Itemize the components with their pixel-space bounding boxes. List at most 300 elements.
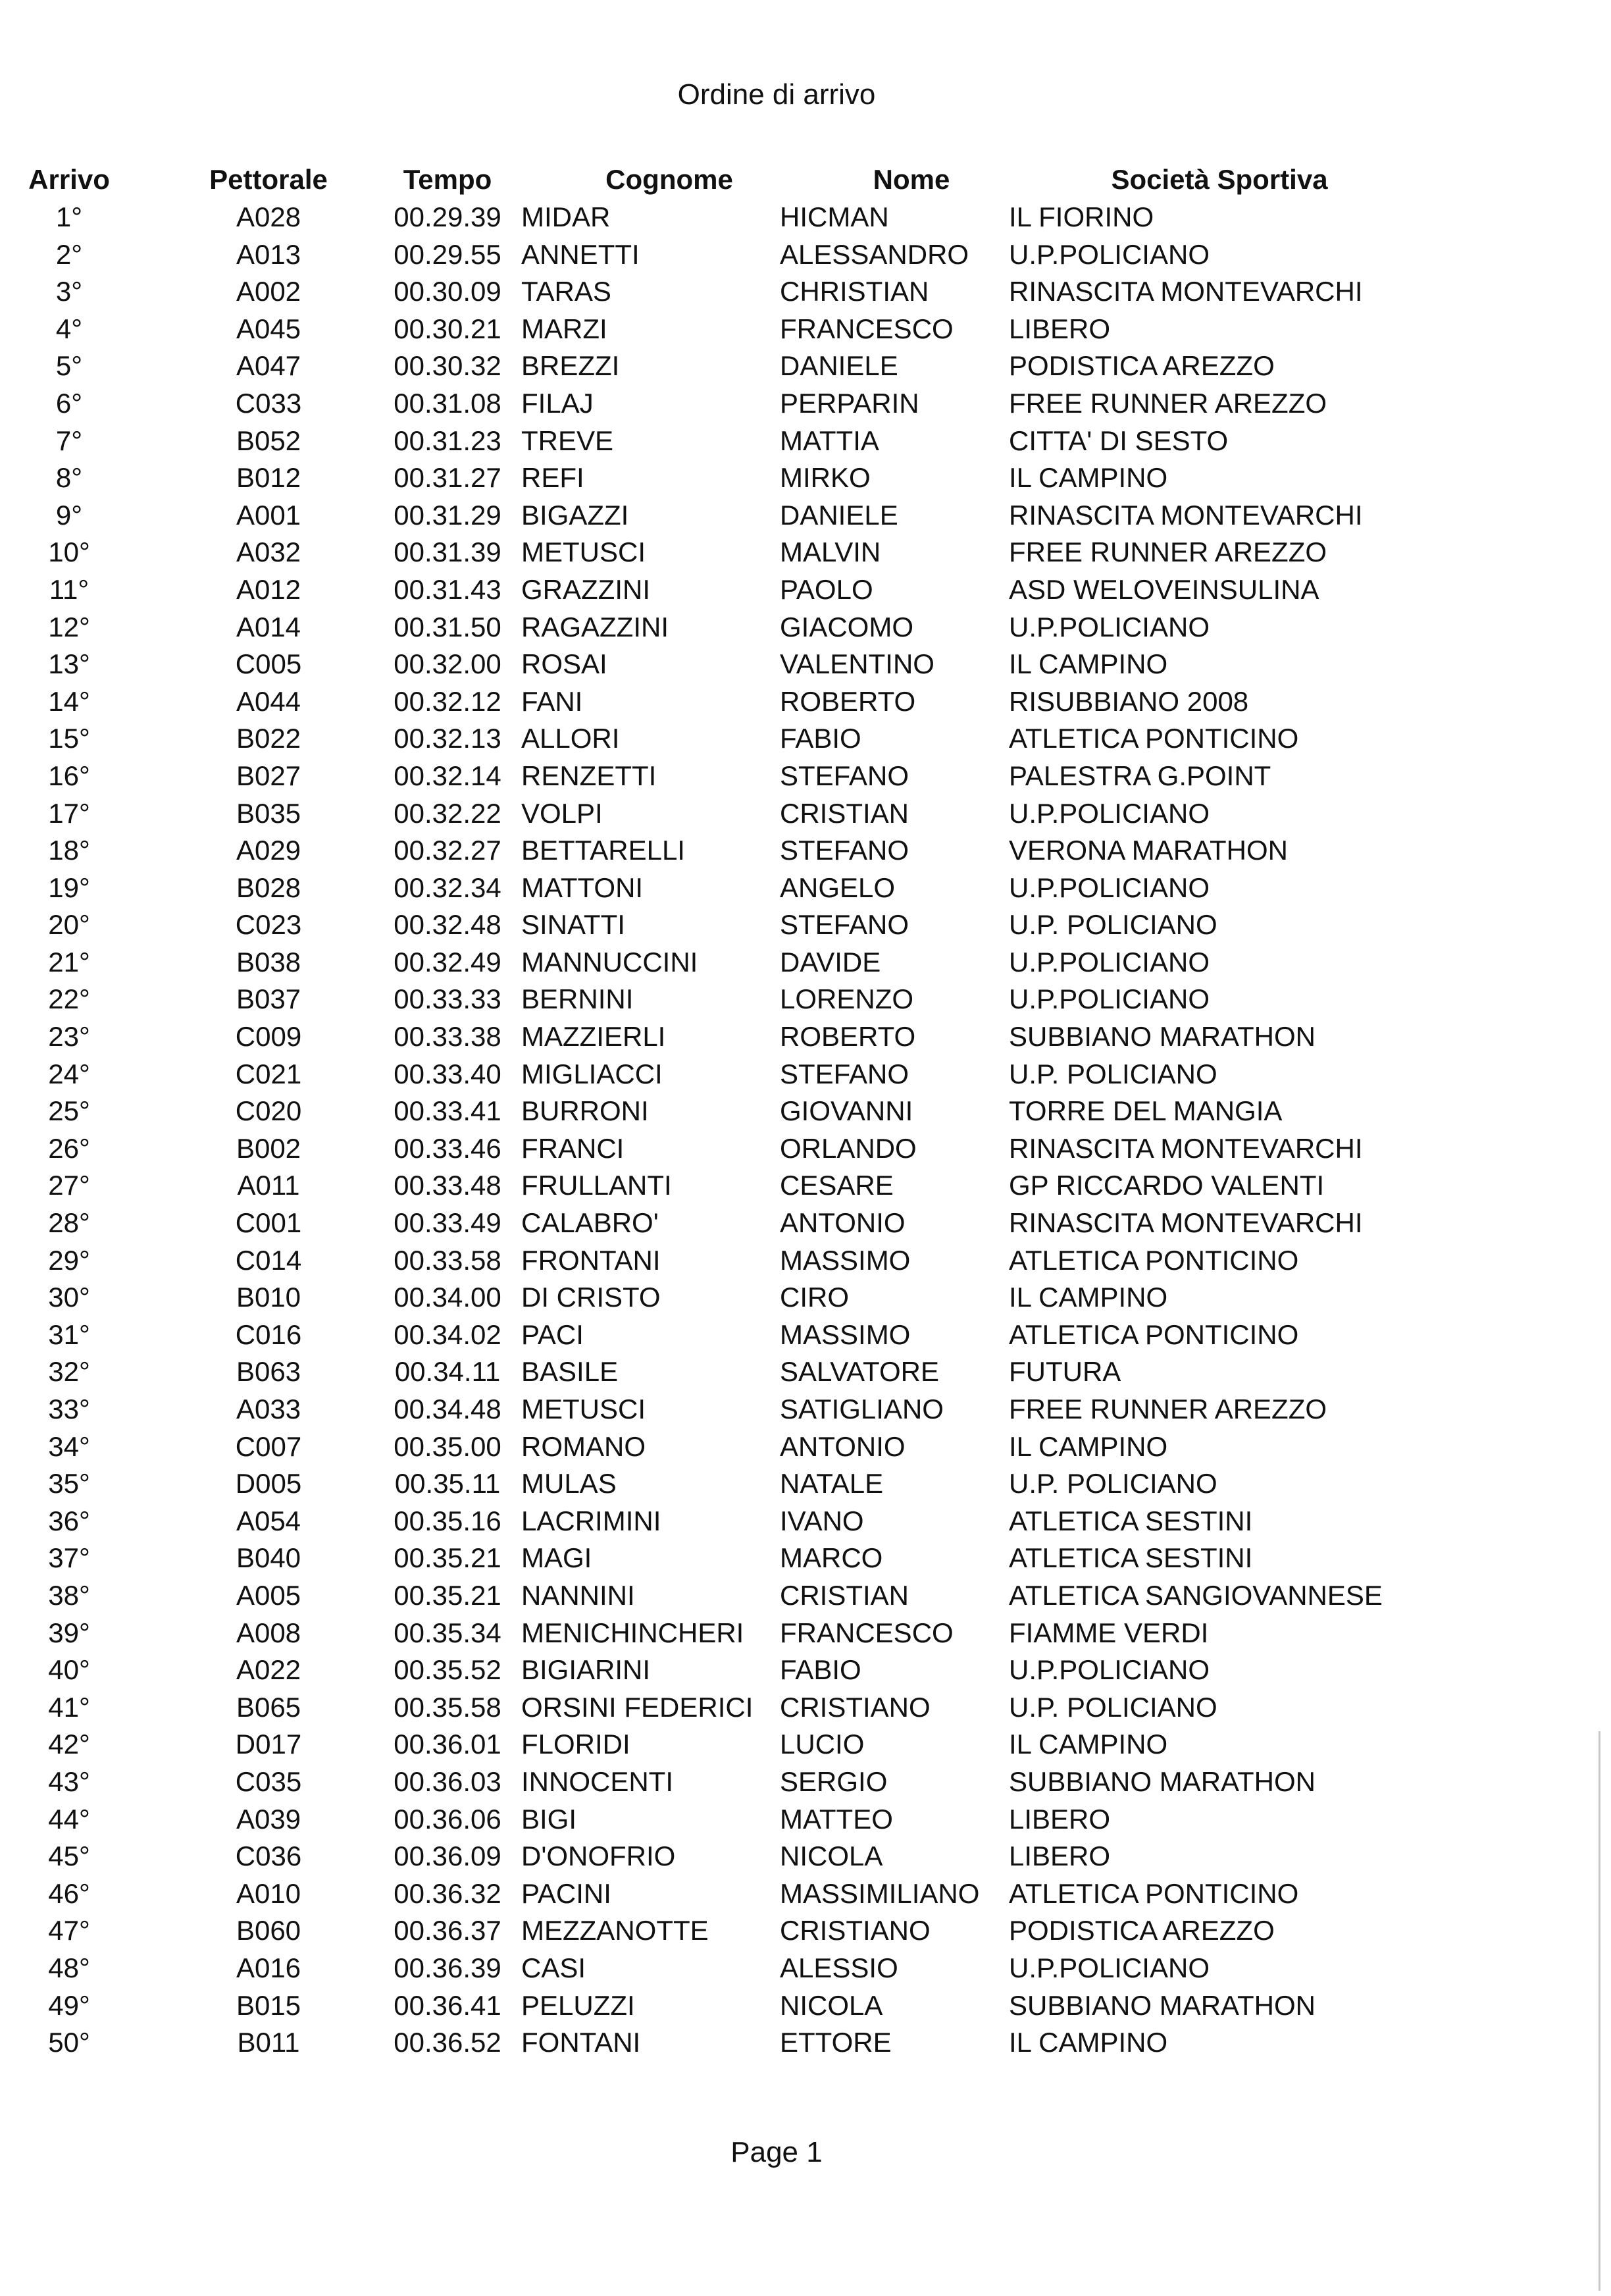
cell-societa: LIBERO [1009, 1840, 1111, 1872]
cell-tempo: 00.33.49 [394, 1207, 501, 1239]
cell-cognome: MENICHINCHERI [521, 1617, 744, 1648]
cell-pettorale: A013 [236, 238, 301, 270]
cell-nome: ORLANDO [780, 1132, 917, 1164]
cell-cognome: RAGAZZINI [521, 611, 669, 642]
cell-pettorale: B027 [236, 760, 301, 791]
cell-arrivo: 45° [48, 1840, 90, 1872]
cell-pettorale: B037 [236, 983, 301, 1015]
cell-pettorale: C020 [235, 1095, 302, 1127]
cell-societa: U.P.POLICIANO [1009, 238, 1210, 270]
cell-arrivo: 50° [48, 2027, 90, 2058]
cell-cognome: BREZZI [521, 350, 620, 382]
cell-pettorale: A033 [236, 1394, 301, 1424]
cell-nome: CESARE [780, 1170, 894, 1201]
cell-tempo: 00.33.40 [394, 1058, 501, 1089]
cell-pettorale: C009 [235, 1021, 302, 1053]
cell-arrivo: 23° [48, 1021, 90, 1053]
cell-pettorale: B040 [236, 1542, 301, 1574]
cell-cognome: BIGIARINI [521, 1654, 651, 1686]
cell-tempo: 00.32.12 [394, 685, 501, 717]
cell-pettorale: C035 [235, 1765, 302, 1797]
cell-cognome: FANI [521, 685, 583, 717]
cell-societa: U.P.POLICIANO [1009, 1654, 1210, 1686]
cell-nome: FRANCESCO [780, 313, 954, 344]
cell-nome: PAOLO [780, 573, 873, 605]
cell-tempo: 00.34.48 [394, 1394, 501, 1424]
cell-arrivo: 7° [55, 425, 83, 456]
cell-tempo: 00.30.32 [394, 350, 501, 382]
cell-nome: STEFANO [780, 1058, 909, 1089]
cell-cognome: VOLPI [521, 797, 603, 829]
cell-pettorale: C016 [235, 1318, 302, 1350]
cell-nome: ANTONIO [780, 1430, 906, 1462]
cell-nome: ANTONIO [780, 1207, 906, 1239]
cell-cognome: FRONTANI [521, 1244, 661, 1276]
cell-arrivo: 34° [48, 1430, 90, 1462]
cell-pettorale: A054 [236, 1505, 301, 1536]
cell-tempo: 00.33.38 [394, 1021, 501, 1053]
cell-societa: RINASCITA MONTEVARCHI [1009, 276, 1363, 307]
cell-arrivo: 4° [55, 313, 83, 344]
cell-tempo: 00.32.22 [394, 797, 501, 829]
cell-pettorale: B012 [236, 462, 301, 494]
cell-tempo: 00.31.23 [394, 425, 501, 456]
cell-cognome: FILAJ [521, 387, 594, 419]
cell-nome: GIACOMO [780, 611, 914, 642]
cell-arrivo: 8° [55, 462, 83, 494]
cell-cognome: BASILE [521, 1356, 619, 1388]
cell-nome: STEFANO [780, 835, 909, 866]
cell-pettorale: D005 [235, 1468, 302, 1500]
cell-societa: SUBBIANO MARATHON [1009, 1989, 1316, 2021]
cell-pettorale: A032 [236, 536, 301, 568]
cell-societa: U.P. POLICIANO [1009, 1468, 1217, 1500]
cell-nome: LUCIO [780, 1729, 865, 1760]
cell-arrivo: 14° [48, 685, 90, 717]
cell-pettorale: A010 [236, 1877, 301, 1909]
cell-nome: MIRKO [780, 462, 871, 494]
cell-societa: VERONA MARATHON [1009, 835, 1288, 866]
cell-arrivo: 10° [48, 536, 90, 568]
cell-cognome: FRANCI [521, 1132, 625, 1164]
cell-nome: ALESSIO [780, 1952, 898, 1983]
cell-cognome: BIGI [521, 1803, 577, 1835]
header-arrivo: Arrivo [28, 164, 110, 195]
cell-tempo: 00.32.14 [394, 760, 501, 791]
cell-societa: IL CAMPINO [1009, 1729, 1168, 1760]
cell-societa: RINASCITA MONTEVARCHI [1009, 1132, 1363, 1164]
cell-tempo: 00.35.11 [394, 1468, 501, 1500]
cell-societa: U.P.POLICIANO [1009, 797, 1210, 829]
cell-cognome: INNOCENTI [521, 1765, 673, 1797]
cell-arrivo: 9° [55, 499, 83, 531]
cell-cognome: ORSINI FEDERICI [521, 1691, 754, 1723]
cell-cognome: MARZI [521, 313, 607, 344]
cell-nome: MASSIMO [780, 1244, 911, 1276]
cell-tempo: 00.36.06 [394, 1803, 501, 1835]
cell-arrivo: 18° [48, 835, 90, 866]
cell-nome: ROBERTO [780, 1021, 916, 1053]
cell-tempo: 00.31.29 [394, 499, 501, 531]
cell-arrivo: 41° [48, 1691, 90, 1723]
cell-arrivo: 21° [48, 946, 90, 978]
cell-societa: PALESTRA G.POINT [1009, 760, 1271, 791]
cell-nome: ANGELO [780, 872, 896, 903]
cell-societa: U.P. POLICIANO [1009, 909, 1217, 941]
cell-tempo: 00.35.34 [394, 1617, 501, 1648]
cell-pettorale: A029 [236, 835, 301, 866]
cell-arrivo: 15° [48, 723, 90, 754]
cell-arrivo: 24° [48, 1058, 90, 1089]
cell-tempo: 00.36.32 [394, 1877, 501, 1909]
cell-nome: SALVATORE [780, 1356, 939, 1388]
cell-pettorale: A016 [236, 1952, 301, 1983]
cell-nome: CRISTIANO [780, 1915, 931, 1946]
cell-societa: IL CAMPINO [1009, 1430, 1168, 1462]
cell-nome: VALENTINO [780, 648, 934, 680]
cell-arrivo: 19° [48, 872, 90, 903]
cell-tempo: 00.31.08 [394, 387, 501, 419]
cell-arrivo: 44° [48, 1803, 90, 1835]
cell-societa: IL CAMPINO [1009, 1282, 1168, 1313]
cell-arrivo: 49° [48, 1989, 90, 2021]
cell-tempo: 00.34.11 [394, 1356, 501, 1388]
cell-pettorale: B035 [236, 797, 301, 829]
cell-societa: U.P.POLICIANO [1009, 872, 1210, 903]
cell-societa: IL CAMPINO [1009, 648, 1168, 680]
header-cognome: Cognome [605, 164, 733, 195]
cell-nome: ROBERTO [780, 685, 916, 717]
cell-cognome: METUSCI [521, 536, 646, 568]
cell-pettorale: C036 [235, 1840, 302, 1872]
cell-societa: FREE RUNNER AREZZO [1009, 1394, 1327, 1424]
header-nome: Nome [873, 164, 950, 195]
header-tempo: Tempo [403, 164, 492, 195]
cell-nome: MATTIA [780, 425, 879, 456]
cell-nome: GIOVANNI [780, 1095, 913, 1127]
cell-tempo: 00.35.21 [394, 1579, 501, 1611]
cell-arrivo: 47° [48, 1915, 90, 1946]
cell-cognome: MEZZANOTTE [521, 1915, 709, 1946]
cell-nome: DANIELE [780, 499, 898, 531]
cell-arrivo: 35° [48, 1468, 90, 1500]
cell-tempo: 00.30.21 [394, 313, 501, 344]
cell-tempo: 00.32.48 [394, 909, 501, 941]
cell-arrivo: 27° [48, 1170, 90, 1201]
cell-tempo: 00.32.00 [394, 648, 501, 680]
cell-pettorale: B022 [236, 723, 301, 754]
cell-nome: MASSIMO [780, 1318, 911, 1350]
cell-cognome: ALLORI [521, 723, 620, 754]
cell-tempo: 00.35.58 [394, 1691, 501, 1723]
cell-arrivo: 30° [48, 1282, 90, 1313]
cell-pettorale: A005 [236, 1579, 301, 1611]
cell-pettorale: C007 [235, 1430, 302, 1462]
cell-societa: RINASCITA MONTEVARCHI [1009, 1207, 1363, 1239]
cell-societa: PODISTICA AREZZO [1009, 350, 1275, 382]
cell-cognome: ROSAI [521, 648, 607, 680]
cell-societa: ATLETICA SANGIOVANNESE [1009, 1579, 1383, 1611]
cell-cognome: BETTARELLI [521, 835, 685, 866]
cell-nome: MARCO [780, 1542, 883, 1574]
cell-pettorale: C033 [235, 387, 302, 419]
cell-tempo: 00.36.41 [394, 1989, 501, 2021]
cell-pettorale: A044 [236, 685, 301, 717]
cell-societa: GP RICCARDO VALENTI [1009, 1170, 1325, 1201]
cell-cognome: PELUZZI [521, 1989, 635, 2021]
cell-cognome: BIGAZZI [521, 499, 629, 531]
cell-cognome: REFI [521, 462, 584, 494]
cell-cognome: BERNINI [521, 983, 634, 1015]
cell-arrivo: 17° [48, 797, 90, 829]
cell-tempo: 00.36.03 [394, 1765, 501, 1797]
cell-nome: MALVIN [780, 536, 881, 568]
cell-nome: NATALE [780, 1468, 884, 1500]
cell-tempo: 00.35.21 [394, 1542, 501, 1574]
cell-pettorale: B065 [236, 1691, 301, 1723]
cell-pettorale: B060 [236, 1915, 301, 1946]
cell-tempo: 00.30.09 [394, 276, 501, 307]
cell-cognome: GRAZZINI [521, 573, 650, 605]
cell-arrivo: 5° [55, 350, 83, 382]
cell-cognome: ROMANO [521, 1430, 646, 1462]
cell-tempo: 00.34.02 [394, 1318, 501, 1350]
cell-cognome: TARAS [521, 276, 611, 307]
cell-nome: CIRO [780, 1282, 849, 1313]
cell-nome: FABIO [780, 1654, 861, 1686]
cell-pettorale: A022 [236, 1654, 301, 1686]
cell-nome: NICOLA [780, 1840, 883, 1872]
cell-societa: SUBBIANO MARATHON [1009, 1765, 1316, 1797]
cell-societa: PODISTICA AREZZO [1009, 1915, 1275, 1946]
page-title: Ordine di arrivo [677, 78, 876, 111]
cell-arrivo: 20° [48, 909, 90, 941]
cell-cognome: PACI [521, 1318, 584, 1350]
cell-cognome: MATTONI [521, 872, 644, 903]
cell-societa: ASD WELOVEINSULINA [1009, 573, 1319, 605]
cell-nome: DAVIDE [780, 946, 881, 978]
cell-arrivo: 29° [48, 1244, 90, 1276]
cell-societa: FIAMME VERDI [1009, 1617, 1209, 1648]
cell-nome: HICMAN [780, 201, 889, 232]
cell-cognome: RENZETTI [521, 760, 657, 791]
cell-pettorale: B028 [236, 872, 301, 903]
cell-societa: ATLETICA SESTINI [1009, 1505, 1253, 1536]
cell-societa: U.P. POLICIANO [1009, 1691, 1217, 1723]
cell-nome: SERGIO [780, 1765, 888, 1797]
cell-nome: CHRISTIAN [780, 276, 929, 307]
cell-cognome: DI CRISTO [521, 1282, 661, 1313]
cell-pettorale: A014 [236, 611, 301, 642]
cell-nome: PERPARIN [780, 387, 919, 419]
cell-societa: LIBERO [1009, 1803, 1111, 1835]
cell-arrivo: 33° [48, 1394, 90, 1424]
cell-tempo: 00.33.48 [394, 1170, 501, 1201]
cell-pettorale: A002 [236, 276, 301, 307]
cell-societa: CITTA' DI SESTO [1009, 425, 1229, 456]
cell-tempo: 00.32.27 [394, 835, 501, 866]
cell-pettorale: A008 [236, 1617, 301, 1648]
cell-pettorale: C005 [235, 648, 302, 680]
cell-arrivo: 3° [55, 276, 83, 307]
cell-pettorale: B011 [237, 2027, 300, 2058]
cell-arrivo: 11° [49, 573, 90, 605]
cell-tempo: 00.31.50 [394, 611, 501, 642]
cell-pettorale: B038 [236, 946, 301, 978]
cell-pettorale: A039 [236, 1803, 301, 1835]
cell-tempo: 00.31.27 [394, 462, 501, 494]
cell-nome: MATTEO [780, 1803, 893, 1835]
cell-nome: CRISTIANO [780, 1691, 931, 1723]
cell-tempo: 00.29.55 [394, 238, 501, 270]
cell-tempo: 00.33.41 [394, 1095, 501, 1127]
cell-cognome: FONTANI [521, 2027, 641, 2058]
cell-cognome: SINATTI [521, 909, 625, 941]
cell-pettorale: A011 [237, 1170, 300, 1201]
cell-cognome: NANNINI [521, 1579, 635, 1611]
cell-nome: ETTORE [780, 2027, 892, 2058]
cell-pettorale: B063 [236, 1356, 301, 1388]
cell-arrivo: 36° [48, 1505, 90, 1536]
cell-pettorale: B015 [236, 1989, 301, 2021]
cell-societa: ATLETICA PONTICINO [1009, 1318, 1299, 1350]
cell-societa: FUTURA [1009, 1356, 1121, 1388]
cell-tempo: 00.31.43 [394, 573, 501, 605]
cell-nome: FRANCESCO [780, 1617, 954, 1648]
header-societa: Società Sportiva [1111, 164, 1328, 195]
cell-arrivo: 22° [48, 983, 90, 1015]
cell-cognome: ANNETTI [521, 238, 640, 270]
cell-societa: TORRE DEL MANGIA [1009, 1095, 1283, 1127]
cell-arrivo: 38° [48, 1579, 90, 1611]
cell-societa: IL FIORINO [1009, 201, 1154, 232]
cell-cognome: D'ONOFRIO [521, 1840, 676, 1872]
cell-nome: CRISTIAN [780, 797, 909, 829]
cell-societa: LIBERO [1009, 313, 1111, 344]
cell-arrivo: 1° [55, 201, 83, 232]
cell-pettorale: A047 [236, 350, 301, 382]
cell-societa: SUBBIANO MARATHON [1009, 1021, 1316, 1053]
cell-arrivo: 25° [48, 1095, 90, 1127]
cell-pettorale: B002 [236, 1132, 301, 1164]
cell-nome: LORENZO [780, 983, 914, 1015]
page-number: Page 1 [730, 2136, 823, 2168]
cell-pettorale: A012 [236, 573, 301, 605]
header-pettorale: Pettorale [209, 164, 328, 195]
cell-nome: MASSIMILIANO [780, 1877, 980, 1909]
cell-arrivo: 16° [48, 760, 90, 791]
cell-arrivo: 39° [48, 1617, 90, 1648]
cell-cognome: PACINI [521, 1877, 611, 1909]
cell-tempo: 00.36.39 [394, 1952, 501, 1983]
cell-tempo: 00.36.37 [394, 1915, 501, 1946]
cell-societa: IL CAMPINO [1009, 2027, 1168, 2058]
cell-tempo: 00.35.00 [394, 1430, 501, 1462]
cell-arrivo: 6° [55, 387, 83, 419]
cell-tempo: 00.35.16 [394, 1505, 501, 1536]
cell-arrivo: 26° [48, 1132, 90, 1164]
cell-cognome: FLORIDI [521, 1729, 630, 1760]
cell-tempo: 00.34.00 [394, 1282, 501, 1313]
cell-arrivo: 40° [48, 1654, 90, 1686]
cell-cognome: TREVE [521, 425, 614, 456]
cell-societa: RISUBBIANO 2008 [1009, 685, 1249, 717]
cell-pettorale: C023 [235, 909, 302, 941]
scan-edge-line [1598, 1731, 1600, 2291]
cell-tempo: 00.29.39 [394, 201, 501, 232]
cell-tempo: 00.35.52 [394, 1654, 501, 1686]
cell-arrivo: 31° [48, 1318, 90, 1350]
cell-cognome: MIDAR [521, 201, 611, 232]
cell-societa: ATLETICA SESTINI [1009, 1542, 1253, 1574]
cell-tempo: 00.36.09 [394, 1840, 501, 1872]
cell-societa: U.P.POLICIANO [1009, 1952, 1210, 1983]
cell-pettorale: C014 [235, 1244, 302, 1276]
cell-cognome: BURRONI [521, 1095, 649, 1127]
cell-nome: DANIELE [780, 350, 898, 382]
cell-nome: SATIGLIANO [780, 1394, 944, 1424]
cell-nome: FABIO [780, 723, 861, 754]
cell-nome: STEFANO [780, 909, 909, 941]
cell-societa: U.P.POLICIANO [1009, 983, 1210, 1015]
cell-cognome: LACRIMINI [521, 1505, 661, 1536]
cell-societa: FREE RUNNER AREZZO [1009, 387, 1327, 419]
cell-arrivo: 43° [48, 1765, 90, 1797]
cell-arrivo: 2° [55, 238, 83, 270]
cell-cognome: MIGLIACCI [521, 1058, 663, 1089]
cell-nome: STEFANO [780, 760, 909, 791]
cell-societa: U.P.POLICIANO [1009, 946, 1210, 978]
cell-societa: RINASCITA MONTEVARCHI [1009, 499, 1363, 531]
cell-cognome: MAGI [521, 1542, 592, 1574]
cell-cognome: FRULLANTI [521, 1170, 672, 1201]
cell-tempo: 00.33.58 [394, 1244, 501, 1276]
cell-nome: NICOLA [780, 1989, 883, 2021]
cell-arrivo: 42° [48, 1729, 90, 1760]
cell-pettorale: A001 [236, 499, 301, 531]
cell-pettorale: A045 [236, 313, 301, 344]
cell-nome: ALESSANDRO [780, 238, 969, 270]
cell-pettorale: A028 [236, 201, 301, 232]
cell-pettorale: B010 [236, 1282, 301, 1313]
cell-cognome: MAZZIERLI [521, 1021, 666, 1053]
cell-tempo: 00.33.33 [394, 983, 501, 1015]
cell-arrivo: 46° [48, 1877, 90, 1909]
cell-cognome: CALABRO' [521, 1207, 659, 1239]
cell-societa: ATLETICA PONTICINO [1009, 723, 1299, 754]
cell-tempo: 00.32.34 [394, 872, 501, 903]
cell-societa: ATLETICA PONTICINO [1009, 1877, 1299, 1909]
cell-cognome: METUSCI [521, 1394, 646, 1424]
cell-societa: FREE RUNNER AREZZO [1009, 536, 1327, 568]
cell-cognome: MULAS [521, 1468, 617, 1500]
cell-tempo: 00.36.01 [394, 1729, 501, 1760]
cell-arrivo: 48° [48, 1952, 90, 1983]
cell-tempo: 00.33.46 [394, 1132, 501, 1164]
cell-arrivo: 32° [48, 1356, 90, 1388]
cell-cognome: CASI [521, 1952, 586, 1983]
cell-societa: ATLETICA PONTICINO [1009, 1244, 1299, 1276]
cell-societa: U.P.POLICIANO [1009, 611, 1210, 642]
cell-pettorale: C001 [235, 1207, 302, 1239]
cell-pettorale: B052 [236, 425, 301, 456]
cell-tempo: 00.32.49 [394, 946, 501, 978]
cell-tempo: 00.31.39 [394, 536, 501, 568]
cell-tempo: 00.32.13 [394, 723, 501, 754]
cell-pettorale: D017 [235, 1729, 302, 1760]
cell-societa: IL CAMPINO [1009, 462, 1168, 494]
cell-tempo: 00.36.52 [394, 2027, 501, 2058]
